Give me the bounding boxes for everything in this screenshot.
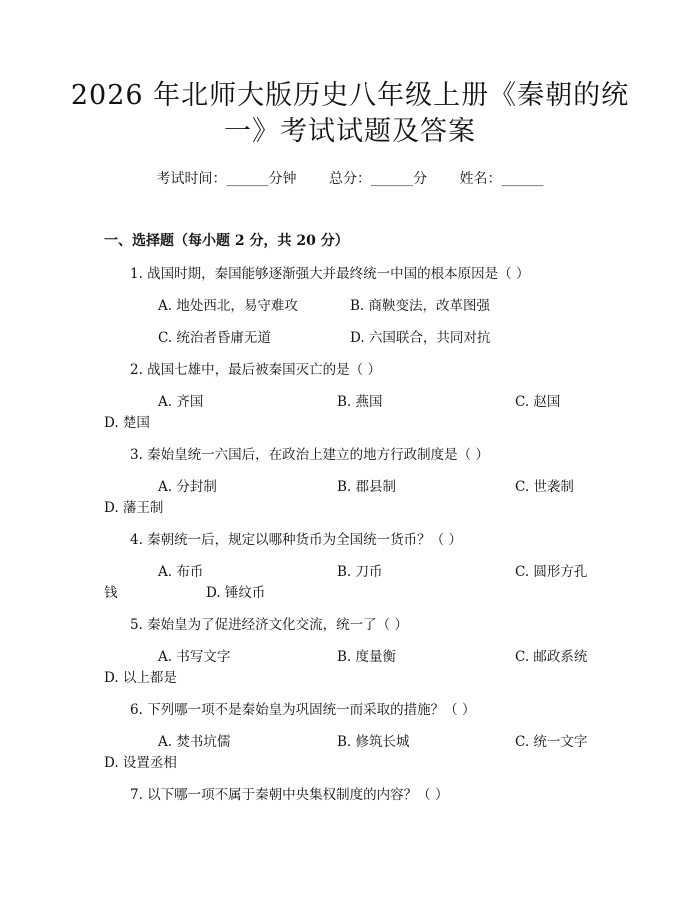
exam-time: 考试时间：______分钟 [156, 171, 297, 187]
q3-option-b: B. 郡县制 [337, 479, 397, 495]
question-2: 2. 战国七雄中，最后被秦国灭亡的是（ ） [130, 362, 381, 378]
q4-option-b: B. 刀币 [337, 564, 383, 580]
document-title [60, 78, 640, 150]
title-line-2: 一》考试试题及答案 [224, 116, 476, 147]
q4-option-c: C. 圆形方孔 [515, 564, 588, 580]
q5-option-c: C. 邮政系统 [515, 649, 588, 665]
section-heading: 一、选择题（每小题 2 分，共 20 分） [104, 233, 349, 249]
question-5: 5. 秦始皇为了促进经济文化交流，统一了（ ） [130, 617, 408, 633]
q1-option-b: B. 商鞅变法，改革图强 [350, 298, 491, 314]
q6-option-d: D. 设置丞相 [104, 755, 177, 771]
q4-option-c-continued: 钱 [104, 585, 118, 601]
q5-option-d: D. 以上都是 [104, 670, 177, 686]
q3-option-d: D. 藩王制 [104, 500, 164, 516]
exam-info [0, 168, 700, 188]
q2-option-a: A. 齐国 [158, 394, 204, 410]
q5-option-b: B. 度量衡 [337, 649, 397, 665]
q4-option-a: A. 布币 [158, 564, 204, 580]
q5-option-a: A. 书写文字 [158, 649, 231, 665]
question-7: 7. 以下哪一项不属于秦朝中央集权制度的内容？（ ） [130, 787, 449, 803]
q2-option-b: B. 燕国 [337, 394, 383, 410]
q1-option-a: A. 地处西北，易守难攻 [158, 298, 298, 314]
q6-option-a: A. 焚书坑儒 [158, 734, 231, 750]
q3-option-a: A. 分封制 [158, 479, 217, 495]
question-1: 1. 战国时期，秦国能够逐渐强大并最终统一中国的根本原因是（ ） [130, 266, 530, 282]
q6-option-b: B. 修筑长城 [337, 734, 410, 750]
q3-option-c: C. 世袭制 [515, 479, 574, 495]
question-3: 3. 秦始皇统一六国后，在政治上建立的地方行政制度是（ ） [130, 447, 489, 463]
q1-option-c: C. 统治者昏庸无道 [158, 330, 271, 346]
q1-option-d: D. 六国联合，共同对抗 [350, 330, 491, 346]
question-6: 6. 下列哪一项不是秦始皇为巩固统一而采取的措施？（ ） [130, 702, 476, 718]
question-4: 4. 秦朝统一后，规定以哪种货币为全国统一货币？（ ） [130, 532, 462, 548]
q2-option-c: C. 赵国 [515, 394, 561, 410]
total-score: 总分：______分 [329, 171, 427, 187]
q2-option-d: D. 楚国 [104, 415, 150, 431]
student-name: 姓名：______ [459, 171, 544, 187]
title-line-1: 2026 年北师大版历史八年级上册《秦朝的统 [70, 80, 630, 111]
q6-option-c: C. 统一文字 [515, 734, 588, 750]
q4-option-d: D. 锤纹币 [206, 585, 266, 601]
